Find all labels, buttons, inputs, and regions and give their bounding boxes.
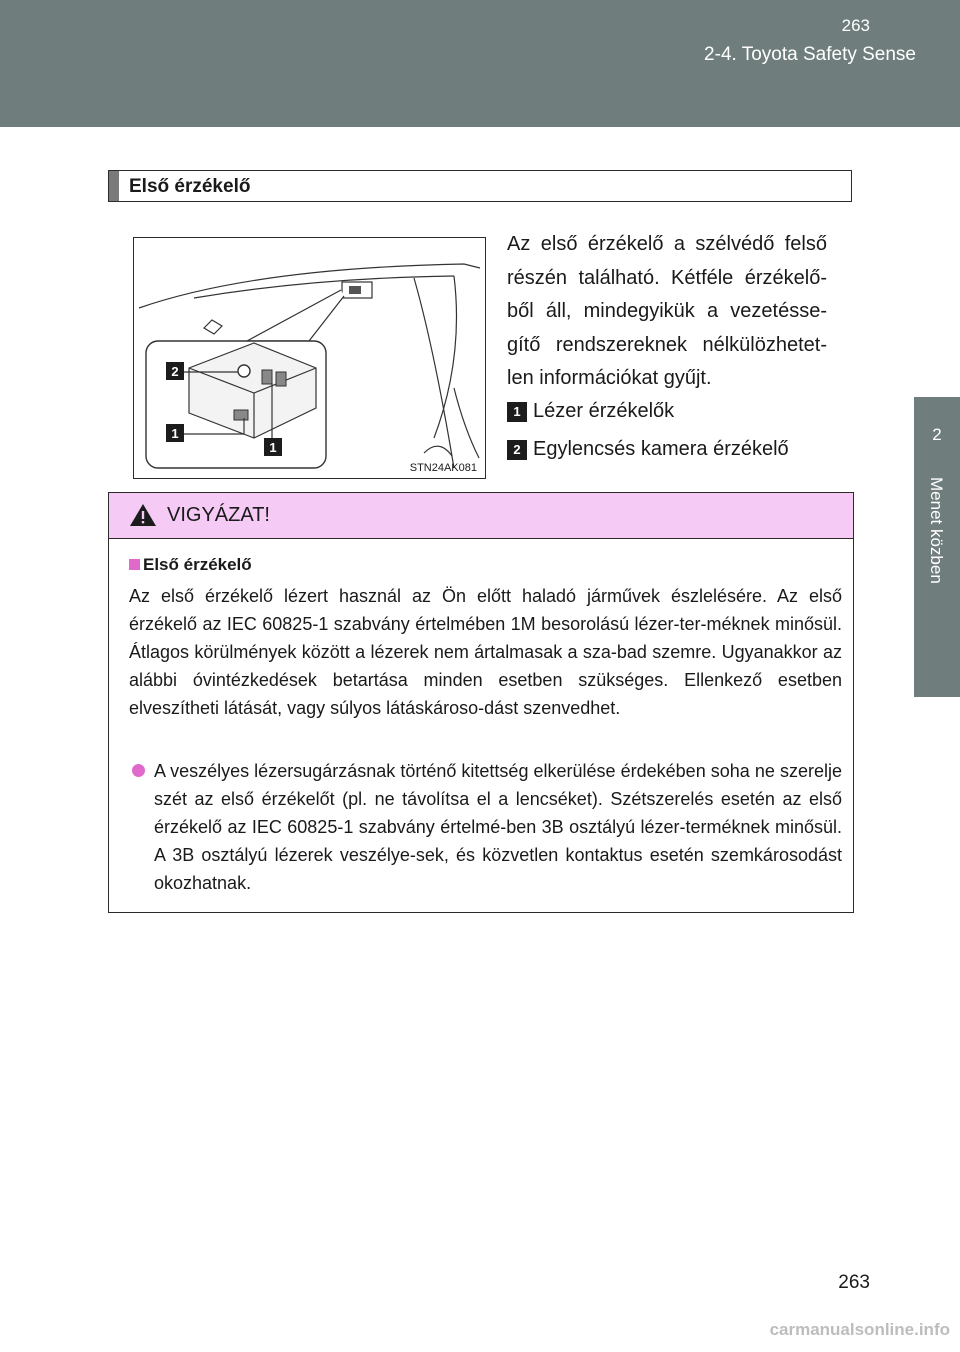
chapter-number: 2 — [932, 425, 942, 444]
warning-header — [109, 493, 853, 539]
legend-item-laser — [507, 400, 867, 423]
warning-box — [108, 492, 854, 913]
warning-title: VIGYÁZAT! — [167, 504, 270, 526]
legend-badge-1: 1 — [507, 402, 527, 422]
header-page-number: 263 — [841, 16, 870, 35]
intro-text: Az első érzékelő a szélvédő felső részén található. Kétféle érzékelő-ből áll, mindegyikük a vezetésse-gítő rendszereknek nélkülözhetet-len információkat gyűjt. — [507, 233, 827, 389]
warning-subheading-text: Első érzékelő — [143, 555, 252, 574]
page-header — [0, 0, 960, 127]
legend-badge-2: 2 — [507, 440, 527, 460]
warning-body: Az első érzékelő lézert használ az Ön előtt haladó járművek észlelésére. Az első érzékelő az IEC 60825-1 szabvány értelmében 1M besorolású lézer-ter-méknek minősül. Átlagos körülmények között a lézerek nem ártalmasak a sza-bad szemre. Ugyanakkor az alábbi óvintézkedések betartása minden esetben szükséges. Ellenkező esetben elveszítheti látását, vagy súlyos látáskároso-dást szenvedhet. — [129, 586, 842, 718]
chapter-side-tab[interactable] — [914, 397, 960, 697]
legend-item-camera — [507, 438, 867, 461]
callout-1b: 1 — [269, 440, 277, 455]
legend-text-2: Egylencsés kamera érzékelő — [533, 438, 789, 460]
warning-triangle-icon — [129, 503, 157, 527]
legend-text-1: Lézer érzékelők — [533, 400, 675, 422]
header-section-title: 2-4. Toyota Safety Sense — [704, 44, 916, 65]
square-bullet-icon — [129, 559, 140, 570]
bullet-dot-icon — [132, 764, 145, 777]
section-heading-bar — [109, 171, 119, 201]
warning-bullet — [154, 757, 842, 897]
page-number: 263 — [838, 1272, 870, 1293]
intro-paragraph — [507, 228, 827, 396]
warning-subheading — [129, 555, 252, 575]
section-heading: Első érzékelő — [129, 176, 251, 197]
warning-bullet-text: A veszélyes lézersugárzásnak történő kitettség elkerülése érdekében soha ne szerelje szét az első érzékelőt (pl. ne távolítsa el a lencséket). Szétszerelés esetén az első érzékelő az IEC 60825-1 szabvány értelmé-ben 3B osztályú lézer-terméknek minősül. A 3B osztályú lézerek veszélye-sek, és közvetlen kontaktus esetén szemkárosodást okozhatnak. — [154, 761, 842, 893]
figure-code: STN24AK081 — [409, 462, 477, 474]
chapter-label: Menet közben — [927, 477, 946, 584]
callout-2: 2 — [171, 364, 179, 379]
callout-1a: 1 — [171, 426, 179, 441]
section-heading-box — [108, 170, 852, 202]
windshield-sensor-drawing — [134, 238, 485, 478]
sensor-illustration — [133, 237, 486, 479]
watermark: carmanualsonline.info — [769, 1320, 950, 1339]
